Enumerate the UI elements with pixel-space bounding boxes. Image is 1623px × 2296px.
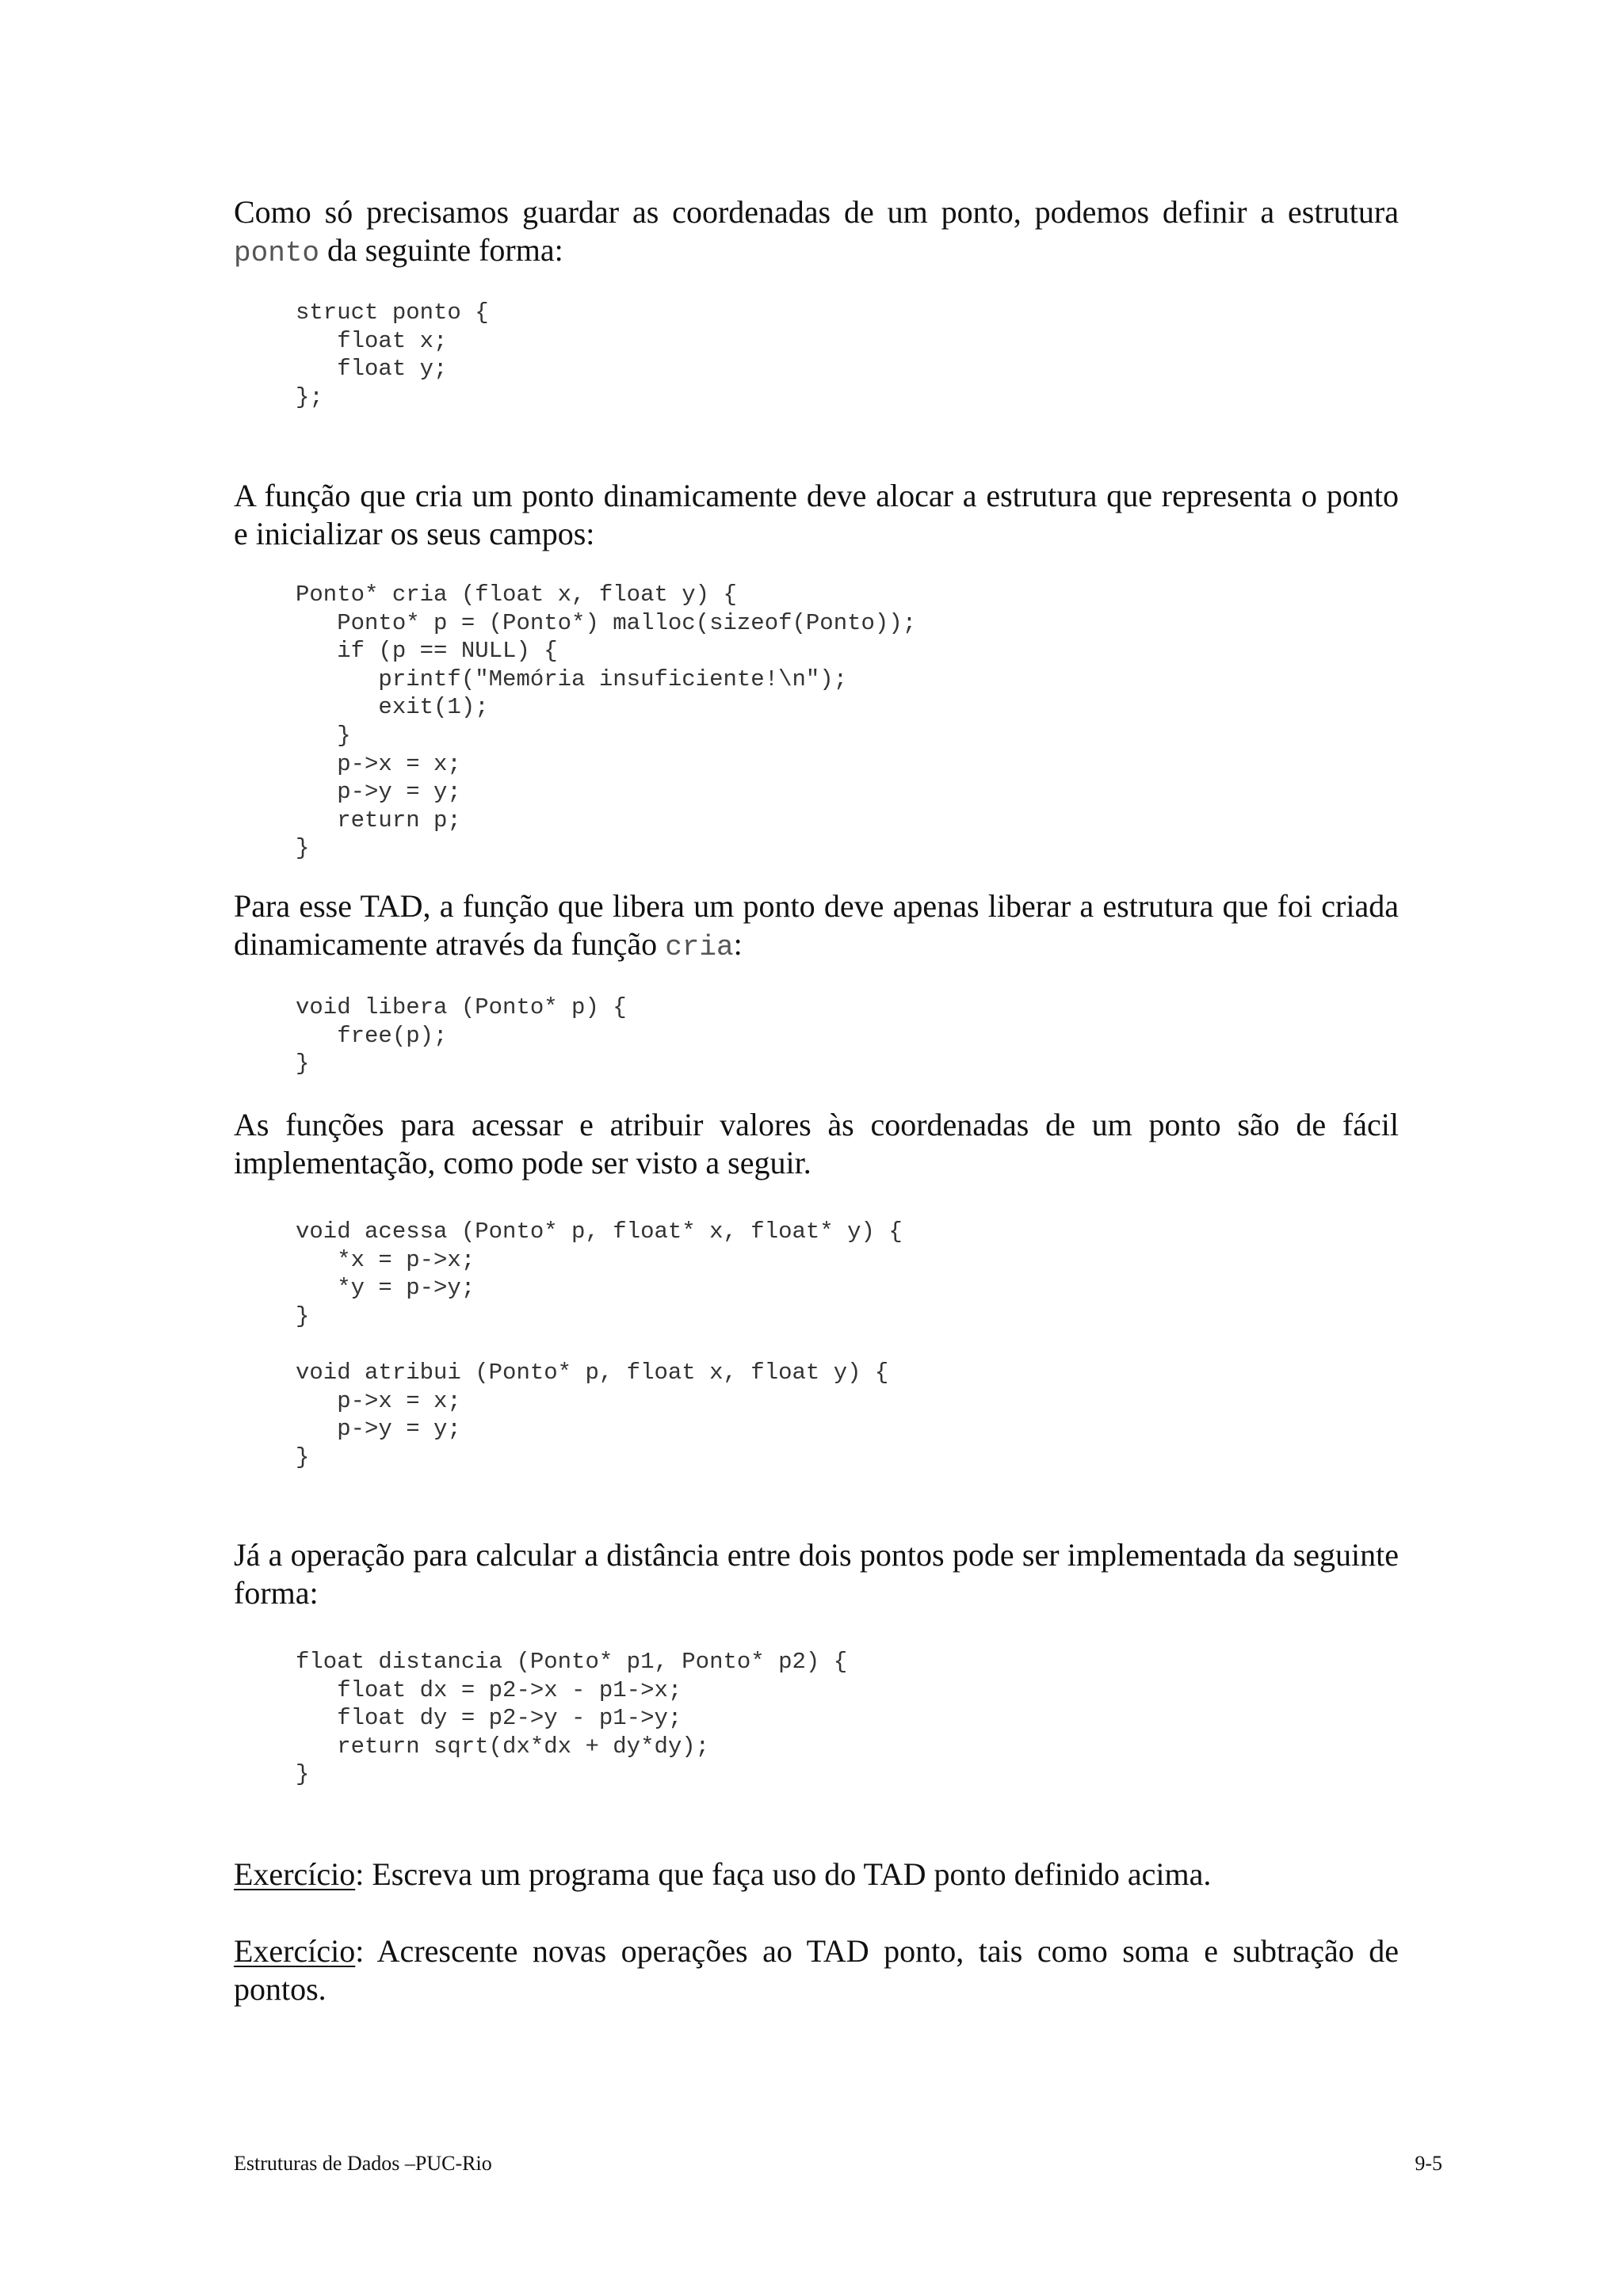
paragraph-text: da seguinte forma: bbox=[319, 232, 563, 268]
code-block-struct-ponto: struct ponto { float x; float y; }; bbox=[296, 299, 489, 410]
footer-course-title: Estruturas de Dados –PUC-Rio bbox=[234, 2152, 492, 2175]
paragraph-struct-intro bbox=[234, 193, 1399, 273]
code-block-libera: void libera (Ponto* p) { free(p); } bbox=[296, 994, 627, 1077]
code-block-distancia: float distancia (Ponto* p1, Ponto* p2) { float dx = p2->x - p1->x; float dy = p2->y - p1->y; return sqrt(dx*dx + dy*dy); } bbox=[296, 1649, 848, 1788]
inline-code-ponto: ponto bbox=[234, 237, 320, 269]
code-block-cria: Ponto* cria (float x, float y) { Ponto* p = (Ponto*) malloc(sizeof(Ponto)); if (p == NULL) { printf("Memória insuficiente!\n"); exit(1); } p->x = x; p->y = y; return p; } bbox=[296, 582, 917, 862]
exercise-label: Exercício bbox=[234, 1933, 356, 1969]
paragraph-libera-intro bbox=[234, 887, 1399, 967]
inline-code-cria: cria bbox=[665, 931, 734, 963]
footer-page-number: 9-5 bbox=[1415, 2152, 1442, 2175]
exercise-1 bbox=[234, 1855, 1399, 1894]
paragraph-text: : bbox=[733, 926, 743, 962]
exercise-text: : Escreva um programa que faça uso do TAD ponto definido acima. bbox=[355, 1856, 1212, 1892]
exercise-2 bbox=[234, 1932, 1399, 2008]
exercise-label: Exercício bbox=[234, 1856, 356, 1892]
code-block-acessa-atribui: void acessa (Ponto* p, float* x, float* y) { *x = p->x; *y = p->y; } void atribui (Ponto* p, float x, float y) { p->x = x; p->y = y; } bbox=[296, 1219, 903, 1470]
paragraph-text: Como só precisamos guardar as coordenadas de um ponto, podemos definir a estrutura bbox=[234, 194, 1399, 230]
paragraph-cria-intro: A função que cria um ponto dinamicamente deve alocar a estrutura que representa o ponto e inicializar os seus campos: bbox=[234, 478, 1399, 551]
paragraph-distancia-intro: Já a operação para calcular a distância entre dois pontos pode ser implementada da seguinte forma: bbox=[234, 1537, 1399, 1611]
paragraph-text: Para esse TAD, a função que libera um ponto deve apenas liberar a estrutura que foi criada dinamicamente através da função bbox=[234, 888, 1399, 962]
paragraph-acessa-intro: As funções para acessar e atribuir valores às coordenadas de um ponto são de fácil implementação, como pode ser visto a seguir. bbox=[234, 1107, 1399, 1180]
exercise-text: : Acrescente novas operações ao TAD ponto, tais como soma e subtração de pontos. bbox=[234, 1933, 1399, 2007]
